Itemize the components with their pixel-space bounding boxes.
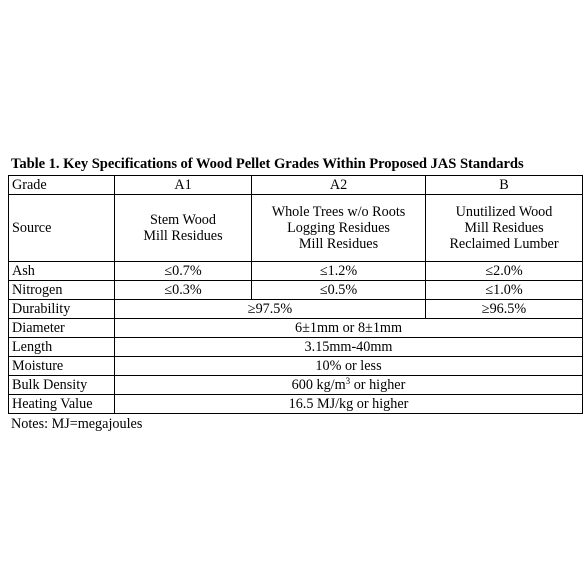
header-a2: A2 bbox=[252, 176, 426, 195]
source-a1-line: Mill Residues bbox=[143, 228, 223, 244]
cell-heating-value: 16.5 MJ/kg or higher bbox=[115, 395, 583, 414]
cell-nitrogen-a1: ≤0.3% bbox=[115, 281, 252, 300]
table-row-heating-value bbox=[9, 395, 583, 414]
row-label-heating-value: Heating Value bbox=[9, 395, 115, 414]
row-label-ash: Ash bbox=[9, 262, 115, 281]
specifications-table bbox=[8, 175, 583, 414]
cell-diameter: 6±1mm or 8±1mm bbox=[115, 319, 583, 338]
header-b: B bbox=[426, 176, 583, 195]
row-label-nitrogen: Nitrogen bbox=[9, 281, 115, 300]
table-row-moisture bbox=[9, 357, 583, 376]
cell-nitrogen-a2: ≤0.5% bbox=[252, 281, 426, 300]
source-a2-line: Logging Residues bbox=[287, 220, 390, 236]
row-label-diameter: Diameter bbox=[9, 319, 115, 338]
table-row-source bbox=[9, 195, 583, 262]
table-notes: Notes: MJ=megajoules bbox=[11, 416, 143, 432]
source-b-line: Unutilized Wood bbox=[455, 204, 553, 220]
cell-bulk-density bbox=[115, 376, 583, 395]
table-row-diameter bbox=[9, 319, 583, 338]
cell-length: 3.15mm-40mm bbox=[115, 338, 583, 357]
cell-ash-b: ≤2.0% bbox=[426, 262, 583, 281]
source-a1-line: Stem Wood bbox=[150, 212, 216, 228]
cell-nitrogen-b: ≤1.0% bbox=[426, 281, 583, 300]
table-caption: Table 1. Key Specifications of Wood Pellet Grades Within Proposed JAS Standards bbox=[11, 156, 524, 172]
cell-source-b bbox=[426, 195, 583, 262]
row-label-moisture: Moisture bbox=[9, 357, 115, 376]
cell-durability-b: ≥96.5% bbox=[426, 300, 583, 319]
table-row-bulk-density bbox=[9, 376, 583, 395]
bulk-density-value: 600 kg/m bbox=[291, 377, 346, 393]
cell-ash-a1: ≤0.7% bbox=[115, 262, 252, 281]
table-row-durability bbox=[9, 300, 583, 319]
bulk-density-exponent: 3 bbox=[345, 376, 351, 386]
row-label-bulk-density: Bulk Density bbox=[9, 376, 115, 395]
table-header-row bbox=[9, 176, 583, 195]
source-a2-line: Whole Trees w/o Roots bbox=[271, 204, 406, 220]
table-row-length bbox=[9, 338, 583, 357]
cell-ash-a2: ≤1.2% bbox=[252, 262, 426, 281]
header-grade: Grade bbox=[9, 176, 115, 195]
row-label-length: Length bbox=[9, 338, 115, 357]
cell-source-a1 bbox=[115, 195, 252, 262]
header-a1: A1 bbox=[115, 176, 252, 195]
table-row-ash bbox=[9, 262, 583, 281]
source-b-line: Reclaimed Lumber bbox=[449, 236, 559, 252]
row-label-source: Source bbox=[9, 195, 115, 262]
cell-durability-a1-a2: ≥97.5% bbox=[115, 300, 426, 319]
cell-source-a2 bbox=[252, 195, 426, 262]
source-a2-line: Mill Residues bbox=[298, 236, 379, 252]
cell-moisture: 10% or less bbox=[115, 357, 583, 376]
row-label-durability: Durability bbox=[9, 300, 115, 319]
table-row-nitrogen bbox=[9, 281, 583, 300]
document bbox=[8, 155, 582, 433]
bulk-density-suffix: or higher bbox=[350, 377, 406, 393]
source-b-line: Mill Residues bbox=[464, 220, 544, 236]
